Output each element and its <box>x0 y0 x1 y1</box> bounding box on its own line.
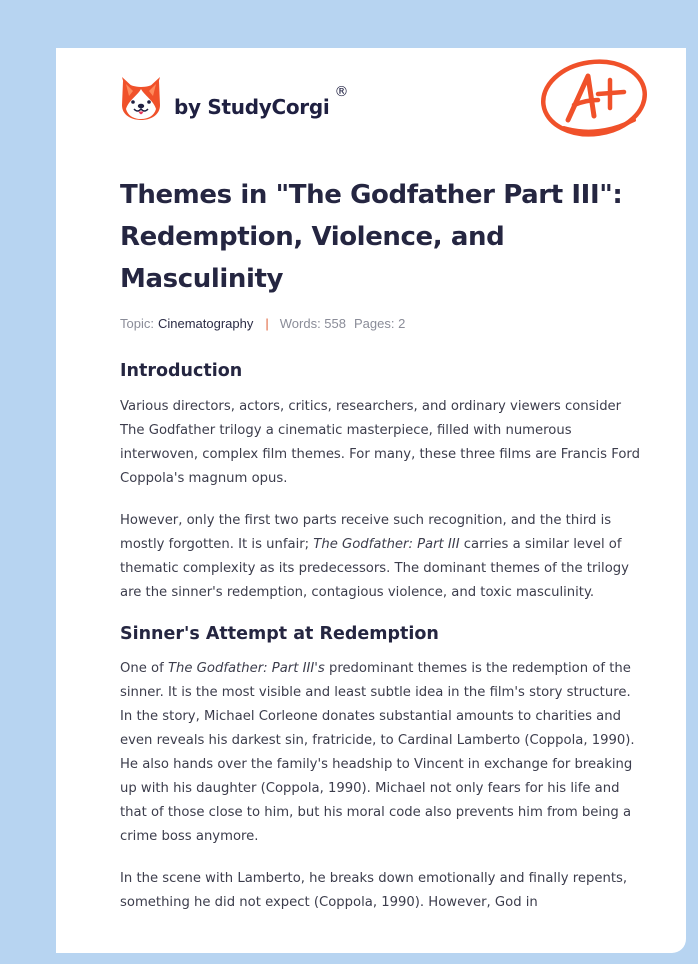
word-count: Words: 558 <box>279 315 346 331</box>
studycorgi-logo[interactable] <box>120 75 348 121</box>
section-heading-redemption: Sinner's Attempt at Redemption <box>120 624 439 644</box>
film-title-italic: The Godfather: Part III's <box>167 661 325 676</box>
paragraph-text: One of <box>120 661 168 676</box>
registered-mark: ® <box>334 84 349 100</box>
page-count: Pages: 2 <box>354 315 406 331</box>
paragraph: In the scene with Lamberto, he breaks down emotionally and finally repents, something he did not expect (Coppola, 1990). However, God in <box>120 871 628 910</box>
meta-separator: | <box>265 315 269 331</box>
paragraph-text: predominant themes is the redemption of the sinner. It is the most visible and least subtle idea in the film's story structure. In the story, Michael Corleone donates substantial amounts to charities and even reveals his darkest sin, fratricide, to Cardinal Lamberto (Coppola, 1990). He also hands over the family's headship to Vincent in exchange for breaking up with his daughter (Coppola, 1990). Michael not only fears for his life and that of those close to him, but his moral code also prevents him from being a crime boss anymore. <box>120 661 635 844</box>
brand-name: by StudyCorgi <box>174 95 330 119</box>
topic-link[interactable]: Cinematography <box>157 315 254 331</box>
paragraph-text: carries a similar level of thematic complexity as its predecessors. The dominant themes of the trilogy are the sinner's redemption, contagious violence, and toxic masculinity. <box>120 537 629 600</box>
paragraph <box>120 509 640 605</box>
topic-label: Topic: <box>120 315 154 331</box>
document-meta <box>120 313 640 333</box>
page-header <box>56 48 686 158</box>
paragraph <box>120 657 640 849</box>
document-card <box>56 48 686 953</box>
paragraph: Various directors, actors, critics, researchers, and ordinary viewers consider The Godfather trilogy a cinematic masterpiece, filled with numerous interwoven, complex film themes. For many, these three films are Francis Ford Coppola's magnum opus. <box>120 399 640 486</box>
page-title: Themes in "The Godfather Part III": Redemption, Violence, and Masculinity <box>120 180 623 294</box>
article-content <box>120 174 640 915</box>
paragraph-text: However, only the first two parts receive such recognition, and the third is mostly forgotten. It is unfair; <box>120 513 612 552</box>
corgi-head-icon <box>120 75 162 121</box>
film-title-italic: The Godfather: Part III <box>313 537 460 552</box>
section-heading-introduction: Introduction <box>120 361 243 381</box>
a-plus-grade-icon <box>538 58 650 140</box>
